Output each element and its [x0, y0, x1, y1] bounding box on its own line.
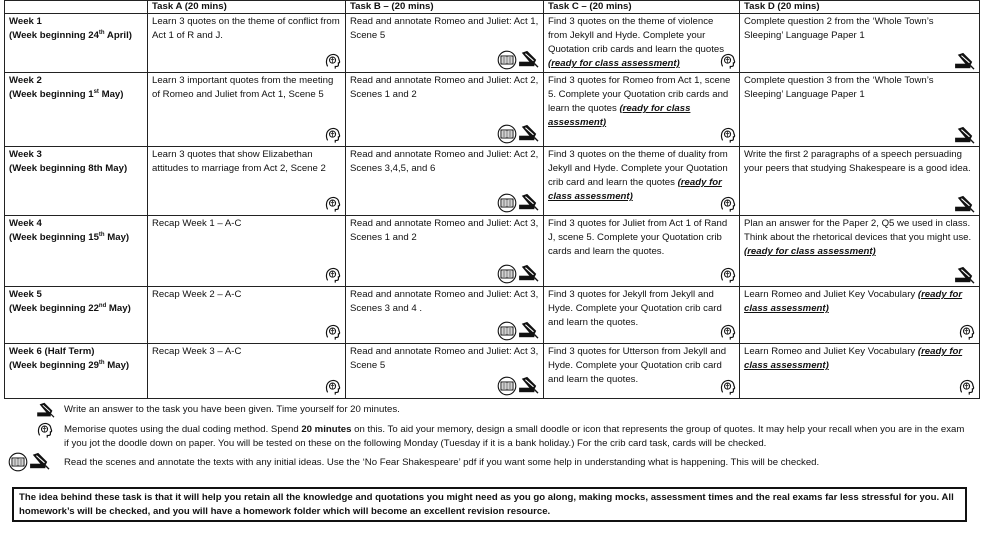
task-a-cell — [148, 147, 346, 216]
week-beginning-suffix: th — [98, 29, 105, 36]
writing-pen-icon — [518, 124, 540, 142]
week-beginning-suffix: nd — [98, 302, 107, 309]
task-c-cell — [544, 14, 740, 73]
table-row — [5, 216, 980, 287]
writing-pen-icon — [29, 452, 51, 470]
week-beginning — [9, 162, 143, 176]
idea-note-text: The idea behind these task is that it will help you retain all the knowledge and quotations you might need as you go along, making mocks, assessment times and the real exams far less stressful for you. All homework’s will be checked, and you will have a homework folder which will become an excellent revision resource. — [19, 492, 954, 517]
week-cell — [5, 14, 148, 73]
head-brain-icon — [324, 378, 342, 396]
legend-memorise-part1: Memorise quotes using the dual coding method. Spend — [64, 424, 302, 435]
header-task-d: Task D (20 mins) — [740, 1, 980, 14]
task-c-text: Find 3 quotes for Jekyll from Jekyll and Hyde. Complete your Quotation crib card and learn the quotes. — [548, 289, 722, 328]
head-brain-icon — [324, 323, 342, 341]
task-d-cell — [740, 287, 980, 344]
head-brain-icon — [719, 378, 737, 396]
task-d-text: Plan an answer for the Paper 2, Q5 we used in class. Think about the rhetorical devices that you might use. — [744, 218, 972, 243]
head-brain-icon — [324, 195, 342, 213]
table-row — [5, 344, 980, 399]
legend-memorise-text — [64, 423, 969, 451]
legend-memorise — [8, 421, 973, 451]
legend-memorise-part2: on this. To aid your memory, design a small doodle or icon that represents the group of quotes. It may help your recall when you are in the exam if you jot the doodle down on paper. You will be tested on these on the following Monday (Tuesday if it is a bank holiday.) For the crib card task, cards will be checked. — [64, 424, 965, 449]
week-cell — [5, 216, 148, 287]
head-brain-icon — [36, 421, 54, 439]
task-c-text: Find 3 quotes for Romeo from Act 1, scene 5. Complete your Quotation crib cards and learn the quotes — [548, 75, 731, 114]
writing-pen-icon — [954, 266, 976, 284]
task-b-text: Read and annotate Romeo and Juliet: Act 1, Scene 5 — [350, 16, 539, 41]
task-c-cell — [544, 216, 740, 287]
week-beginning-month: May) — [104, 360, 130, 371]
task-d-assessment-note: (ready for class assessment) — [744, 346, 963, 371]
book-and-pen-icon — [497, 321, 517, 341]
task-b-cell — [346, 147, 544, 216]
week-beginning — [9, 29, 143, 43]
week-cell — [5, 147, 148, 216]
task-a-text: Recap Week 1 – A-C — [152, 218, 242, 229]
header-row — [5, 1, 980, 14]
task-c-cell — [544, 287, 740, 344]
task-b-cell — [346, 287, 544, 344]
week-beginning-text: (Week beginning 8th May) — [9, 163, 128, 174]
task-d-text: Complete question 3 from the ‘Whole Town’s Sleeping’ Language Paper 1 — [744, 75, 934, 100]
head-brain-icon — [324, 126, 342, 144]
task-c-assessment-note: (ready for class assessment) — [548, 177, 722, 202]
table-row — [5, 147, 980, 216]
table-row — [5, 14, 980, 73]
week-beginning — [9, 88, 143, 102]
week-beginning — [9, 302, 143, 316]
task-c-cell — [544, 344, 740, 399]
week-beginning-month: May) — [106, 303, 131, 314]
task-c-text: Find 3 quotes for Utterson from Jekyll and Hyde. Complete your Quotation crib card and learn the quotes. — [548, 346, 727, 385]
task-d-assessment-note: (ready for class assessment) — [744, 246, 876, 257]
week-beginning-suffix: th — [98, 231, 105, 238]
header-task-b: Task B – (20 mins) — [346, 1, 544, 14]
header-week — [5, 1, 148, 14]
table-row — [5, 73, 980, 147]
week-label: Week 5 — [9, 289, 42, 300]
task-c-text: Find 3 quotes for Juliet from Act 1 of Rand J, scene 5. Complete your Quotation crib cards and learn the quotes. — [548, 218, 728, 257]
head-brain-icon — [958, 378, 976, 396]
week-beginning-month: April) — [104, 30, 132, 41]
week-label: Week 3 — [9, 149, 42, 160]
task-a-text: Recap Week 2 – A-C — [152, 289, 242, 300]
week-beginning-suffix: st — [93, 88, 99, 95]
legend-read-text: Read the scenes and annotate the texts with any initial ideas. Use the ‘No Fear Shakespeare’ pdf if you want some help in understanding what is happening. This will be checked. — [64, 457, 820, 468]
task-b-cell — [346, 216, 544, 287]
task-b-text: Read and annotate Romeo and Juliet: Act 2, Scenes 3,4,5, and 6 — [350, 149, 539, 174]
week-label: Week 4 — [9, 218, 42, 229]
week-beginning-text: (Week beginning 24 — [9, 30, 99, 41]
task-b-cell — [346, 344, 544, 399]
head-brain-icon — [719, 195, 737, 213]
head-brain-icon — [719, 323, 737, 341]
book-and-pen-icon — [497, 50, 517, 70]
task-a-cell — [148, 344, 346, 399]
book-and-pen-icon — [497, 124, 517, 144]
task-d-assessment-note: (ready for class assessment) — [744, 289, 963, 314]
writing-pen-icon — [518, 264, 540, 282]
writing-pen-icon — [954, 52, 976, 70]
task-b-text: Read and annotate Romeo and Juliet: Act 2, Scenes 1 and 2 — [350, 75, 539, 100]
task-c-cell — [544, 147, 740, 216]
book-and-pen-icon — [497, 376, 517, 396]
week-beginning-text: (Week beginning 22 — [9, 303, 99, 314]
task-d-text: Learn Romeo and Juliet Key Vocabulary — [744, 346, 916, 357]
week-beginning-month: May) — [104, 232, 130, 243]
task-c-assessment-note: (ready for class assessment) — [548, 58, 680, 69]
week-label: Week 2 — [9, 75, 42, 86]
task-a-text: Learn 3 quotes that show Elizabethan attitudes to marriage from Act 2, Scene 2 — [152, 149, 326, 174]
idea-note-box — [12, 487, 967, 522]
head-brain-icon — [324, 52, 342, 70]
book-and-pen-icon — [497, 193, 517, 213]
task-b-text: Read and annotate Romeo and Juliet: Act 3, Scenes 3 and 4 . — [350, 289, 539, 314]
head-brain-icon — [719, 126, 737, 144]
task-b-text: Read and annotate Romeo and Juliet: Act 3, Scenes 1 and 2 — [350, 218, 539, 243]
task-a-cell — [148, 287, 346, 344]
head-brain-icon — [324, 266, 342, 284]
task-d-cell — [740, 344, 980, 399]
task-c-text: Find 3 quotes on the theme of violence from Jekyll and Hyde. Complete your Quotation crib cards and learn the quotes — [548, 16, 724, 55]
task-d-text: Write the first 2 paragraphs of a speech persuading your peers that studying Shakespeare is a good idea. — [744, 149, 971, 174]
task-a-text: Learn 3 important quotes from the meeting of Romeo and Juliet from Act 1, Scene 5 — [152, 75, 334, 100]
task-d-cell — [740, 147, 980, 216]
task-d-cell — [740, 73, 980, 147]
task-a-cell — [148, 73, 346, 147]
legend-memorise-bold: 20 minutes — [301, 424, 352, 435]
writing-pen-icon — [954, 126, 976, 144]
task-d-cell — [740, 14, 980, 73]
week-cell — [5, 287, 148, 344]
header-task-a: Task A (20 mins) — [148, 1, 346, 14]
week-label: Week 1 — [9, 16, 42, 27]
task-c-assessment-note: (ready for class assessment) — [548, 103, 691, 128]
writing-pen-icon — [36, 402, 56, 418]
legend-write — [8, 402, 973, 418]
head-brain-icon — [719, 266, 737, 284]
week-cell — [5, 344, 148, 399]
task-b-cell — [346, 73, 544, 147]
week-cell — [5, 73, 148, 147]
book-and-pen-icon — [8, 452, 28, 472]
head-brain-icon — [719, 52, 737, 70]
task-a-text: Recap Week 3 – A-C — [152, 346, 242, 357]
task-b-cell — [346, 14, 544, 73]
task-d-text: Learn Romeo and Juliet Key Vocabulary — [744, 289, 916, 300]
writing-pen-icon — [518, 193, 540, 211]
table-row — [5, 287, 980, 344]
task-a-cell — [148, 14, 346, 73]
legend-read — [8, 452, 973, 472]
header-task-c: Task C – (20 mins) — [544, 1, 740, 14]
week-beginning — [9, 231, 143, 245]
task-c-text: Find 3 quotes on the theme of duality from Jekyll and Hyde. Complete your Quotation crib card and learn the quotes — [548, 149, 728, 188]
head-brain-icon — [958, 323, 976, 341]
writing-pen-icon — [518, 50, 540, 68]
book-and-pen-icon — [497, 264, 517, 284]
week-beginning — [9, 359, 143, 373]
task-b-text: Read and annotate Romeo and Juliet: Act 3, Scene 5 — [350, 346, 539, 371]
task-c-cell — [544, 73, 740, 147]
task-d-text: Complete question 2 from the ‘Whole Town’s Sleeping’ Language Paper 1 — [744, 16, 934, 41]
week-label: Week 6 (Half Term) — [9, 346, 95, 357]
writing-pen-icon — [954, 195, 976, 213]
task-a-text: Learn 3 quotes on the theme of conflict from Act 1 of R and J. — [152, 16, 340, 41]
writing-pen-icon — [518, 376, 540, 394]
week-beginning-suffix: th — [98, 359, 105, 366]
legend-write-text: Write an answer to the task you have been given. Time yourself for 20 minutes. — [64, 404, 400, 415]
week-beginning-text: (Week beginning 29 — [9, 360, 99, 371]
week-beginning-text: (Week beginning 15 — [9, 232, 99, 243]
task-a-cell — [148, 216, 346, 287]
writing-pen-icon — [518, 321, 540, 339]
week-beginning-text: (Week beginning 1 — [9, 89, 94, 100]
homework-table — [4, 0, 980, 399]
task-d-cell — [740, 216, 980, 287]
week-beginning-month: May) — [98, 89, 124, 100]
